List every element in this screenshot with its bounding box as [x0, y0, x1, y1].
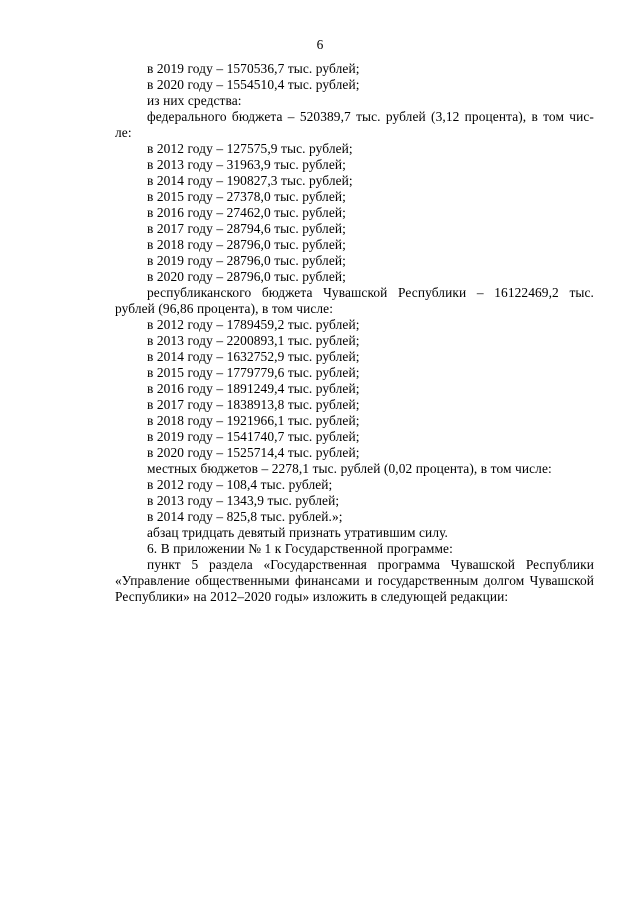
- text-line: ле:: [115, 125, 132, 140]
- text-line: республиканского бюджета Чувашской Республики – 16122469,2 тыс.: [147, 285, 594, 300]
- document-body: [115, 61, 594, 605]
- text-line: в 2019 году – 1570536,7 тыс. рублей;: [147, 61, 360, 76]
- text-line: в 2014 году – 1632752,9 тыс. рублей;: [147, 349, 360, 364]
- text-line: в 2012 году – 127575,9 тыс. рублей;: [147, 141, 353, 156]
- text-line: в 2013 году – 31963,9 тыс. рублей;: [147, 157, 346, 172]
- text-line: местных бюджетов – 2278,1 тыс. рублей (0,02 процента), в том числе:: [147, 461, 552, 476]
- page-number: 6: [316, 37, 324, 52]
- text-line: в 2017 году – 1838913,8 тыс. рублей;: [147, 397, 360, 412]
- text-line: в 2016 году – 27462,0 тыс. рублей;: [147, 205, 346, 220]
- text-line: в 2013 году – 2200893,1 тыс. рублей;: [147, 333, 360, 348]
- text-line: в 2014 году – 825,8 тыс. рублей.»;: [147, 509, 343, 524]
- text-line: Республики» на 2012–2020 годы» изложить в следующей редакции:: [115, 589, 509, 604]
- text-line: в 2014 году – 190827,3 тыс. рублей;: [147, 173, 353, 188]
- text-line: пункт 5 раздела «Государственная программа Чувашской Республики: [147, 557, 594, 572]
- text-line: в 2018 году – 28796,0 тыс. рублей;: [147, 237, 346, 252]
- text-line: в 2012 году – 108,4 тыс. рублей;: [147, 477, 333, 492]
- text-line: в 2020 году – 1554510,4 тыс. рублей;: [147, 77, 360, 92]
- text-line: в 2020 году – 1525714,4 тыс. рублей;: [147, 445, 360, 460]
- text-line: в 2019 году – 28796,0 тыс. рублей;: [147, 253, 346, 268]
- text-line: абзац тридцать девятый признать утратившим силу.: [147, 525, 449, 540]
- text-line: в 2018 году – 1921966,1 тыс. рублей;: [147, 413, 360, 428]
- text-line: рублей (96,86 процента), в том числе:: [115, 301, 334, 316]
- text-line: в 2012 году – 1789459,2 тыс. рублей;: [147, 317, 360, 332]
- text-line: в 2015 году – 1779779,6 тыс. рублей;: [147, 365, 360, 380]
- text-line: из них средства:: [147, 93, 242, 108]
- text-line: в 2013 году – 1343,9 тыс. рублей;: [147, 493, 340, 508]
- text-line: в 2019 году – 1541740,7 тыс. рублей;: [147, 429, 360, 444]
- text-line: в 2016 году – 1891249,4 тыс. рублей;: [147, 381, 360, 396]
- text-line: в 2015 году – 27378,0 тыс. рублей;: [147, 189, 346, 204]
- text-line: в 2020 году – 28796,0 тыс. рублей;: [147, 269, 346, 284]
- text-line: 6. В приложении № 1 к Государственной программе:: [147, 541, 453, 556]
- text-line: «Управление общественными финансами и государственным долгом Чувашской: [115, 573, 594, 588]
- text-line: в 2017 году – 28794,6 тыс. рублей;: [147, 221, 346, 236]
- text-line: федерального бюджета – 520389,7 тыс. рублей (3,12 процента), в том чис-: [147, 109, 594, 124]
